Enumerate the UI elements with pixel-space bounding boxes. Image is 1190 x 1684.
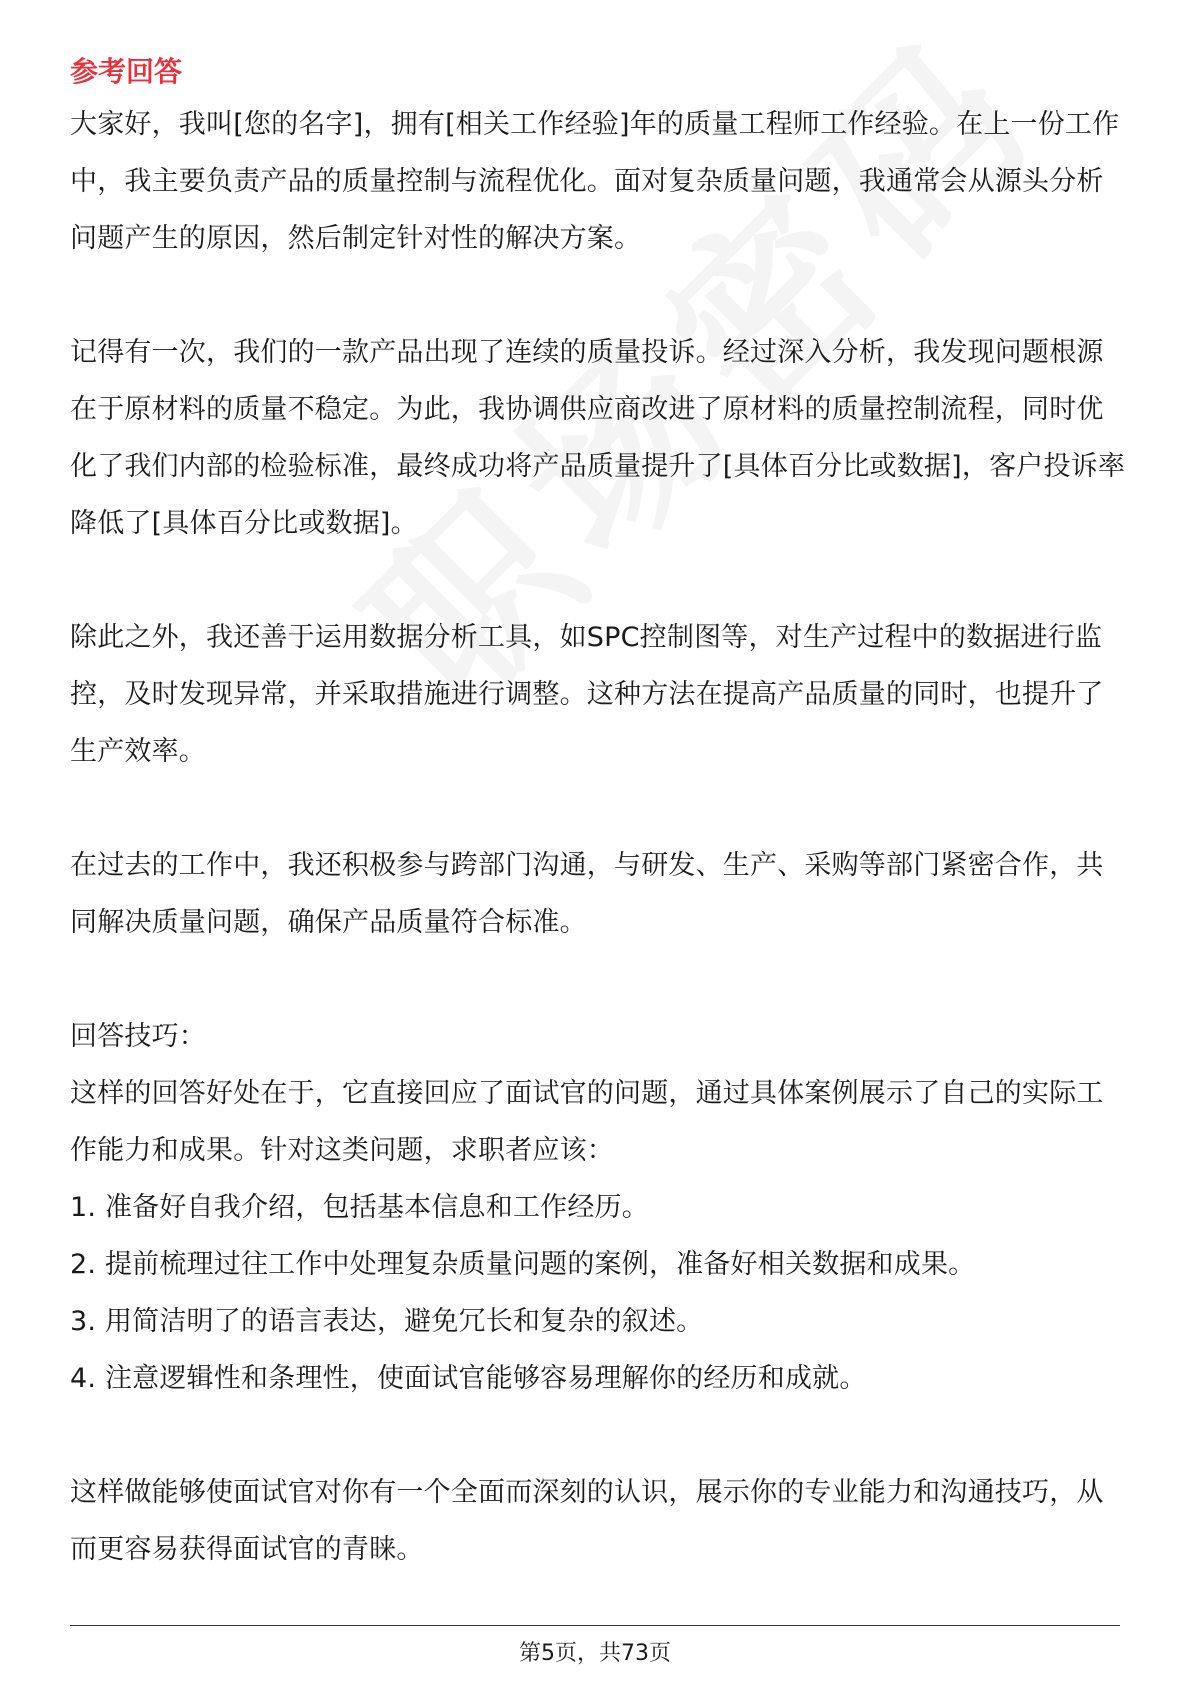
tips-item: 4. 注意逻辑性和条理性，使面试官能够容易理解你的经历和成就。	[70, 1363, 867, 1394]
paragraph-case: 记得有一次，我们的一款产品出现了连续的质量投诉。经过深入分析，我发现问题根源在于原材料的质量不稳定。为此，我协调供应商改进了原材料的质量控制流程，同时优化了我们内部的检验标准，最终成功将产品质量提升了[具体百分比或数据]，客户投诉率降低了[具体百分比或数据]。	[70, 337, 1126, 539]
tips-title: 回答技巧：	[70, 1021, 206, 1052]
section-heading: 参考回答	[70, 55, 183, 88]
tips-item: 2. 提前梳理过往工作中处理复杂质量问题的案例，准备好相关数据和成果。	[70, 1249, 976, 1280]
tips-item: 3. 用简洁明了的语言表达，避免冗长和复杂的叙述。	[70, 1306, 704, 1337]
answer-body	[70, 96, 1130, 1578]
paragraph-teamwork: 在过去的工作中，我还积极参与跨部门沟通，与研发、生产、采购等部门紧密合作，共同解决质量问题，确保产品质量符合标准。	[70, 850, 1104, 938]
tips-intro: 这样的回答好处在于，它直接回应了面试官的问题，通过具体案例展示了自己的实际工作能力和成果。针对这类问题，求职者应该：	[70, 1078, 1104, 1166]
tips-conclusion: 这样做能够使面试官对你有一个全面而深刻的认识，展示你的专业能力和沟通技巧，从而更容易获得面试官的青睐。	[70, 1477, 1104, 1565]
footer-divider	[70, 1625, 1120, 1626]
paragraph-intro: 大家好，我叫[您的名字]，拥有[相关工作经验]年的质量工程师工作经验。在上一份工作中，我主要负责产品的质量控制与流程优化。面对复杂质量问题，我通常会从源头分析问题产生的原因，然后制定针对性的解决方案。	[70, 109, 1120, 254]
page-number: 第5页，共73页	[519, 1641, 671, 1666]
tips-item: 1. 准备好自我介绍，包括基本信息和工作经历。	[70, 1192, 649, 1223]
paragraph-tools: 除此之外，我还善于运用数据分析工具，如SPC控制图等，对生产过程中的数据进行监控，及时发现异常，并采取措施进行调整。这种方法在提高产品质量的同时，也提升了生产效率。	[70, 622, 1104, 767]
